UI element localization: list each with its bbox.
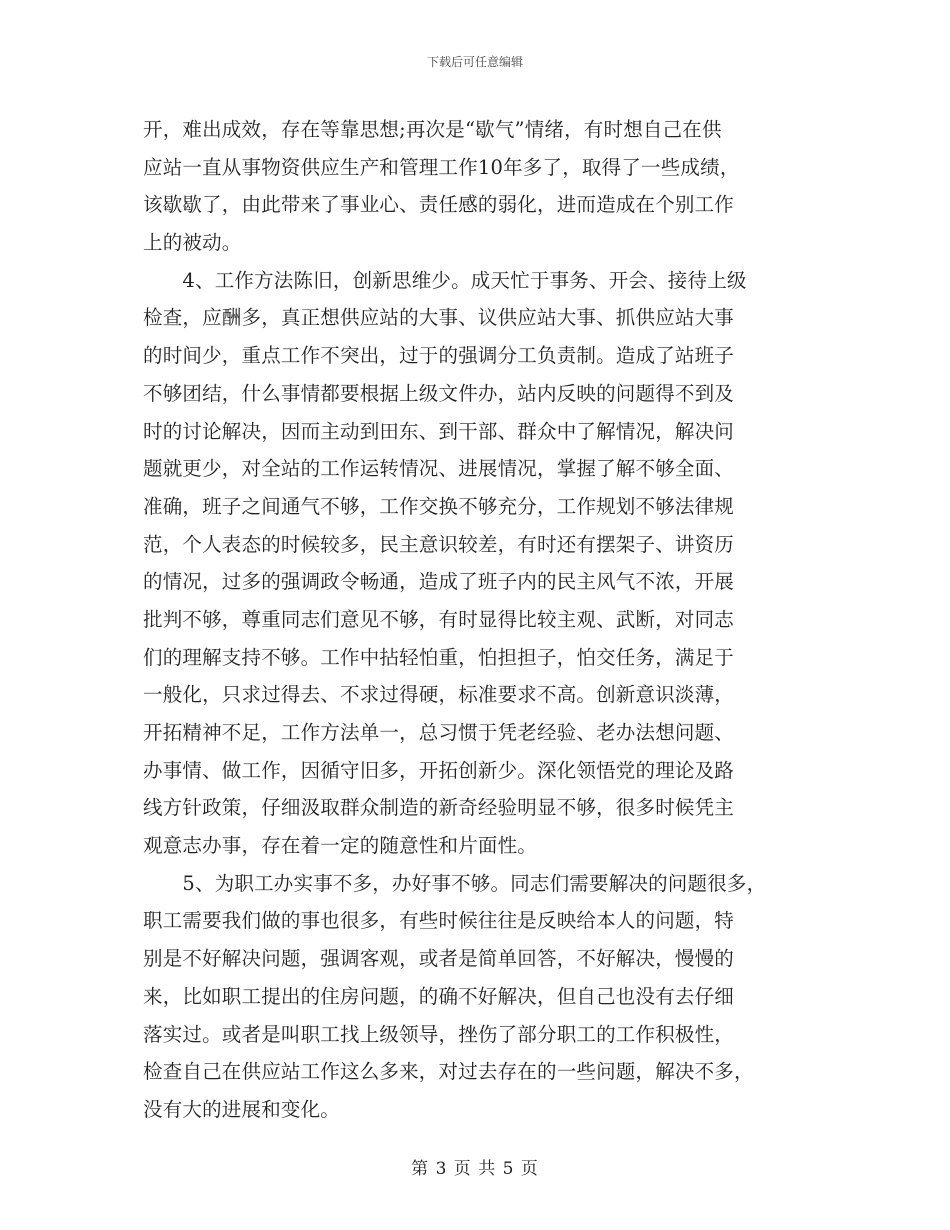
- text-line: 来，比如职工提出的住房问题，的确不好解决，但自己也没有去仔细: [143, 984, 735, 1008]
- text-line: 办事情、做工作，因循守旧多，开拓创新少。深化领悟党的理论及路: [143, 758, 735, 782]
- text-line: 开，难出成效，存在等靠思想;再次是“歇气”情绪，有时想自己在供: [143, 118, 722, 141]
- text-line: 检查，应酬多，真正想供应站的大事、议供应站大事、抓供应站大事: [143, 306, 735, 330]
- text-line: 时的讨论解决，因而主动到田东、到干部、群众中了解情况，解决问: [143, 419, 735, 443]
- text-line: 上的被动。: [143, 231, 242, 255]
- text-line: 别是不好解决问题，强调客观，或者是简单回答，不好解决，慢慢的: [143, 947, 735, 971]
- text-line: 线方针政策，仔细汲取群众制造的新奇经验明显不够，很多时候凭主: [143, 796, 735, 820]
- text-line: 职工需要我们做的事也很多，有些时候往往是反映给本人的问题，特: [143, 909, 735, 933]
- text-line: 该歇歇了，由此带来了事业心、责任感的弱化，进而造成在个别工作: [143, 193, 735, 217]
- text-line: 开拓精神不足，工作方法单一，总习惯于凭老经验、老办法想问题、: [143, 721, 735, 744]
- document-body: [143, 111, 823, 1129]
- text-line: 准确，班子之间通气不够，工作交换不够充分，工作规划不够法律规: [143, 494, 735, 518]
- text-line: 题就更少，对全站的工作运转情况、进展情况，掌握了解不够全面、: [143, 457, 735, 481]
- text-line: 们的理解支持不够。工作中拈轻怕重，怕担担子，怕交任务，满足于: [143, 645, 735, 669]
- text-line: 没有大的进展和变化。: [143, 1097, 341, 1121]
- text-line: 不够团结，什么事情都要根据上级文件办，站内反映的问题得不到及: [143, 381, 735, 405]
- text-line: 范，个人表态的时候较多，民主意识较差，有时还有摆架子、讲资历: [143, 532, 735, 556]
- text-line: 落实过。或者是叫职工找上级领导，挫伤了部分职工的工作积极性，: [143, 1022, 735, 1046]
- text-line: 的情况，过多的强调政令畅通，造成了班子内的民主风气不浓，开展: [143, 570, 735, 594]
- text-line: 检查自己在供应站工作这么多来，对过去存在的一些问题，解决不多，: [143, 1060, 754, 1084]
- text-line: 的时间少，重点工作不突出，过于的强调分工负责制。造成了站班子: [143, 344, 735, 368]
- text-line: 5、为职工办实事不多，办好事不够。同志们需要解决的问题很多，: [143, 871, 767, 895]
- text-line: 观意志办事，存在着一定的随意性和片面性。: [143, 834, 538, 858]
- text-line: 批判不够，尊重同志们意见不够，有时显得比较主观、武断，对同志: [143, 607, 735, 631]
- text-line: 一般化，只求过得去、不求过得硬，标准要求不高。创新意识淡薄，: [143, 683, 735, 707]
- text-line: 应站一直从事物资供应生产和管理工作10年多了，取得了一些成绩，: [143, 155, 740, 179]
- page-header: 下载后可任意编辑: [426, 55, 523, 69]
- page-footer: 第 3 页 共 5 页: [411, 1159, 539, 1179]
- text-line: 4、工作方法陈旧，创新思维少。成天忙于事务、开会、接待上级: [143, 268, 747, 292]
